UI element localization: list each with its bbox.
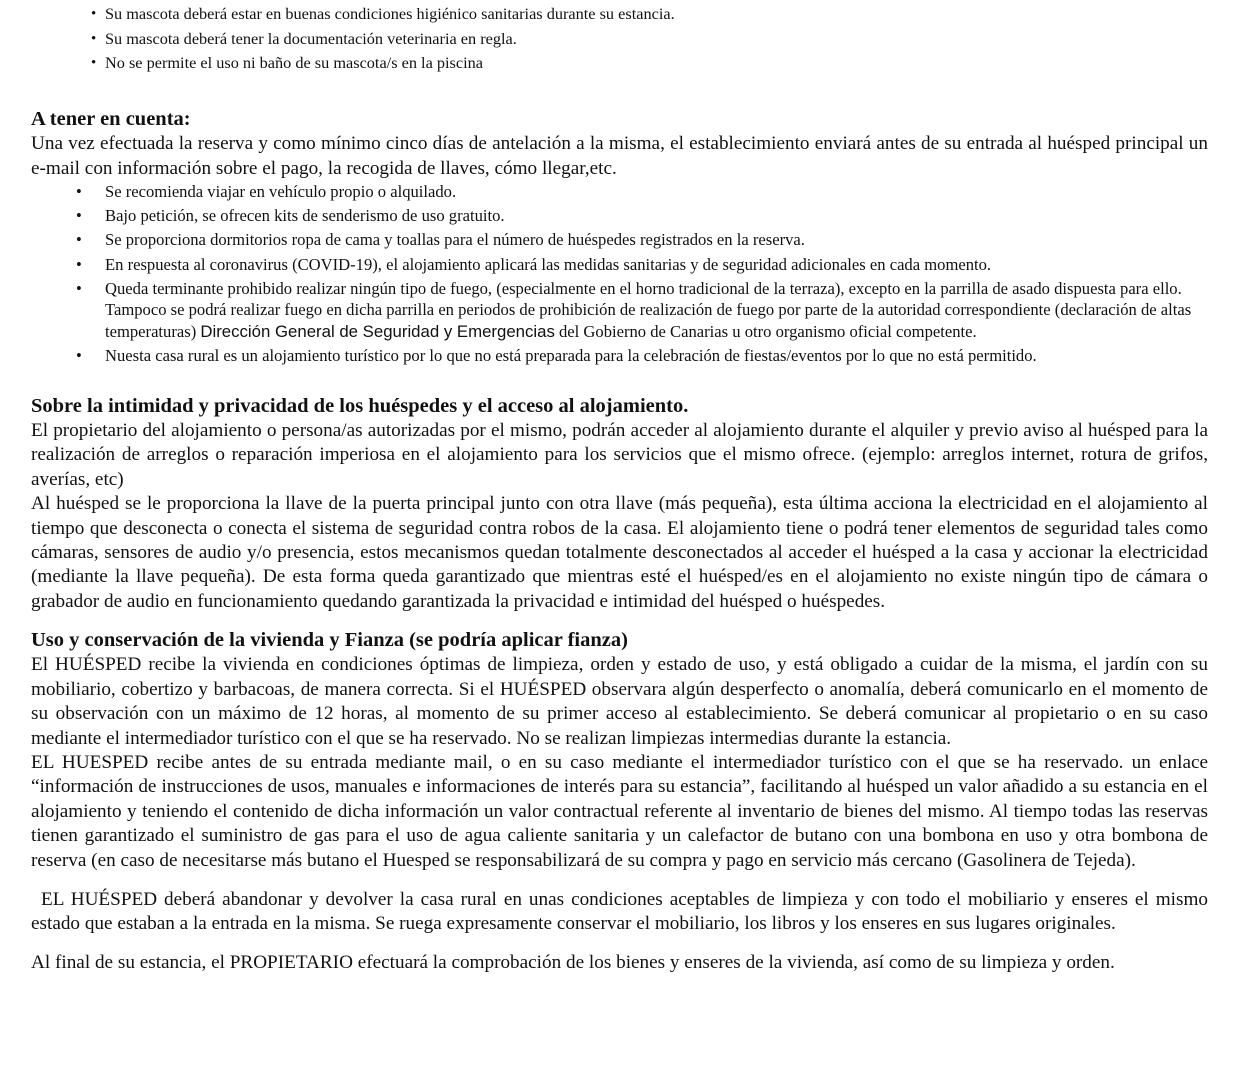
list-item: • Se recomienda viajar en vehículo propio o alquilado. — [31, 181, 1208, 203]
list-item: • Su mascota deberá estar en buenas condiciones higiénico sanitarias durante su estancia. — [31, 2, 1208, 27]
tener-en-cuenta-intro: Una vez efectuada la reserva y como mínimo cinco días de antelación a la misma, el establecimiento enviará antes de su entrada al huésped principal un e-mail con información sobre el pago, la recogida de llaves, cómo llegar,etc. — [31, 133, 1208, 179]
list-item: • Su mascota deberá tener la documentación veterinaria en regla. — [31, 27, 1208, 52]
document-page — [31, 0, 1208, 975]
uso-paragraph-4: Al final de su estancia, el PROPIETARIO efectuará la comprobación de los bienes y enseres de la vivienda, así como de su limpieza y orden. — [31, 951, 1115, 973]
list-item: • Nuesta casa rural es un alojamiento turístico por lo que no está preparada para la celebración de fiestas/eventos por lo que no está permitido. — [31, 345, 1208, 367]
authority-name: Dirección General de Seguridad y Emergencias — [200, 322, 555, 342]
uso-paragraph-3: EL HUÉSPED deberá abandonar y devolver la casa rural en unas condiciones aceptables de limpieza y con todo el mobiliario y enseres el mismo estado que estaban a la entrada en la misma. Se ruega expresamente conservar el mobiliario, los libros y los enseres en sus lugares originales. — [31, 888, 1208, 935]
pet-rules-list — [31, 2, 1208, 76]
privacidad-paragraph-2: Al huésped se le proporciona la llave de la puerta principal junto con otra llave (más pequeña), esta última acciona la electricidad en el alojamiento al tiempo que desconecta o conecta el sistema de seguridad contra robos de la casa. El alojamiento tiene o podrá tener elementos de seguridad tales como cámaras, sensores de audio y/o presencia, estos mecanismos quedan totalmente desconectados al acceder el huésped a la casa y accionar la electricidad (mediante la llave pequeña). De esta forma queda garantizado que mientras esté el huésped/es en el alojamiento no existe ningún tipo de cámara o grabador de audio en funcionamiento quedando garantizada la privacidad e intimidad del huésped o huéspedes. — [31, 493, 1208, 612]
section-heading-uso: Uso y conservación de la vivienda y Fianza (se podría aplicar fianza) — [31, 629, 628, 652]
fire-rule-text: Queda terminante prohibido realizar ningún tipo de fuego, (especialmente en el horno tradicional de la terraza), excepto en la parrilla de asado dispuesta para ello. Tampoco se podrá realizar fuego en dicha parrilla en periodos de prohibición de realización de fuego por parte de la autoridad correspondiente (declaración de altas temperaturas) — [105, 278, 1192, 342]
section-heading-tener-en-cuenta: A tener en cuenta: — [31, 108, 191, 131]
list-item: • Bajo petición, se ofrecen kits de senderismo de uso gratuito. — [31, 205, 1208, 227]
list-item: • Se proporciona dormitorios ropa de cama y toallas para el número de huéspedes registrados en la reserva. — [31, 229, 1208, 251]
list-item-fire — [31, 278, 1208, 343]
fire-rule-text-end: del Gobierno de Canarias u otro organismo oficial competente. — [559, 322, 977, 342]
list-item: • En respuesta al coronavirus (COVID-19), el alojamiento aplicará las medidas sanitarias y de seguridad adicionales en cada momento. — [31, 254, 1208, 276]
list-item: • No se permite el uso ni baño de su mascota/s en la piscina — [31, 51, 1208, 76]
tener-en-cuenta-list — [31, 181, 1208, 367]
privacidad-paragraph-1: El propietario del alojamiento o persona/as autorizadas por el mismo, podrán acceder al alojamiento durante el alquiler y previo aviso al huésped para la realización de arreglos o reparación imperiosa en el alojamiento para los servicios que el mismo ofrece. (ejemplo: arreglos internet, rotura de grifos, averías, etc) — [31, 420, 1208, 490]
uso-paragraph-1: El HUÉSPED recibe la vivienda en condiciones óptimas de limpieza, orden y estado de uso, y está obligado a cuidar de la misma, el jardín con su mobiliario, cobertizo y barbacoas, de manera correcta. Si el HUÉSPED observara algún desperfecto o anomalía, deberá comunicarlo en el momento de su observación con un máximo de 12 horas, al momento de su primer acceso al establecimiento. Se deberá comunicar al propietario o en su caso mediante el intermediador turístico con el que se ha reservado. No se realizan limpiezas intermedias durante la estancia. — [31, 654, 1208, 749]
uso-paragraph-2: EL HUESPED recibe antes de su entrada mediante mail, o en su caso mediante el intermediador turístico con el que se ha reservado. un enlace “información de instrucciones de usos, manuales e informaciones de interés para su estancia”, facilitando al huésped un valor añadido a su estancia en el alojamiento y teniendo el contenido de dicha información un valor contractual referente al inventario de bienes del mismo. Al tiempo todas las reservas tienen garantizado el suministro de gas para el uso de agua caliente sanitaria y un calefactor de butano con una bombona en uso y otra bombona de reserva (en caso de necesitarse más butano el Huesped se responsabilizará de su compra y pago en servicio más cercano (Gasolinera de Tejeda). — [31, 751, 1208, 871]
section-heading-privacidad: Sobre la intimidad y privacidad de los huéspedes y el acceso al alojamiento. — [31, 395, 689, 418]
